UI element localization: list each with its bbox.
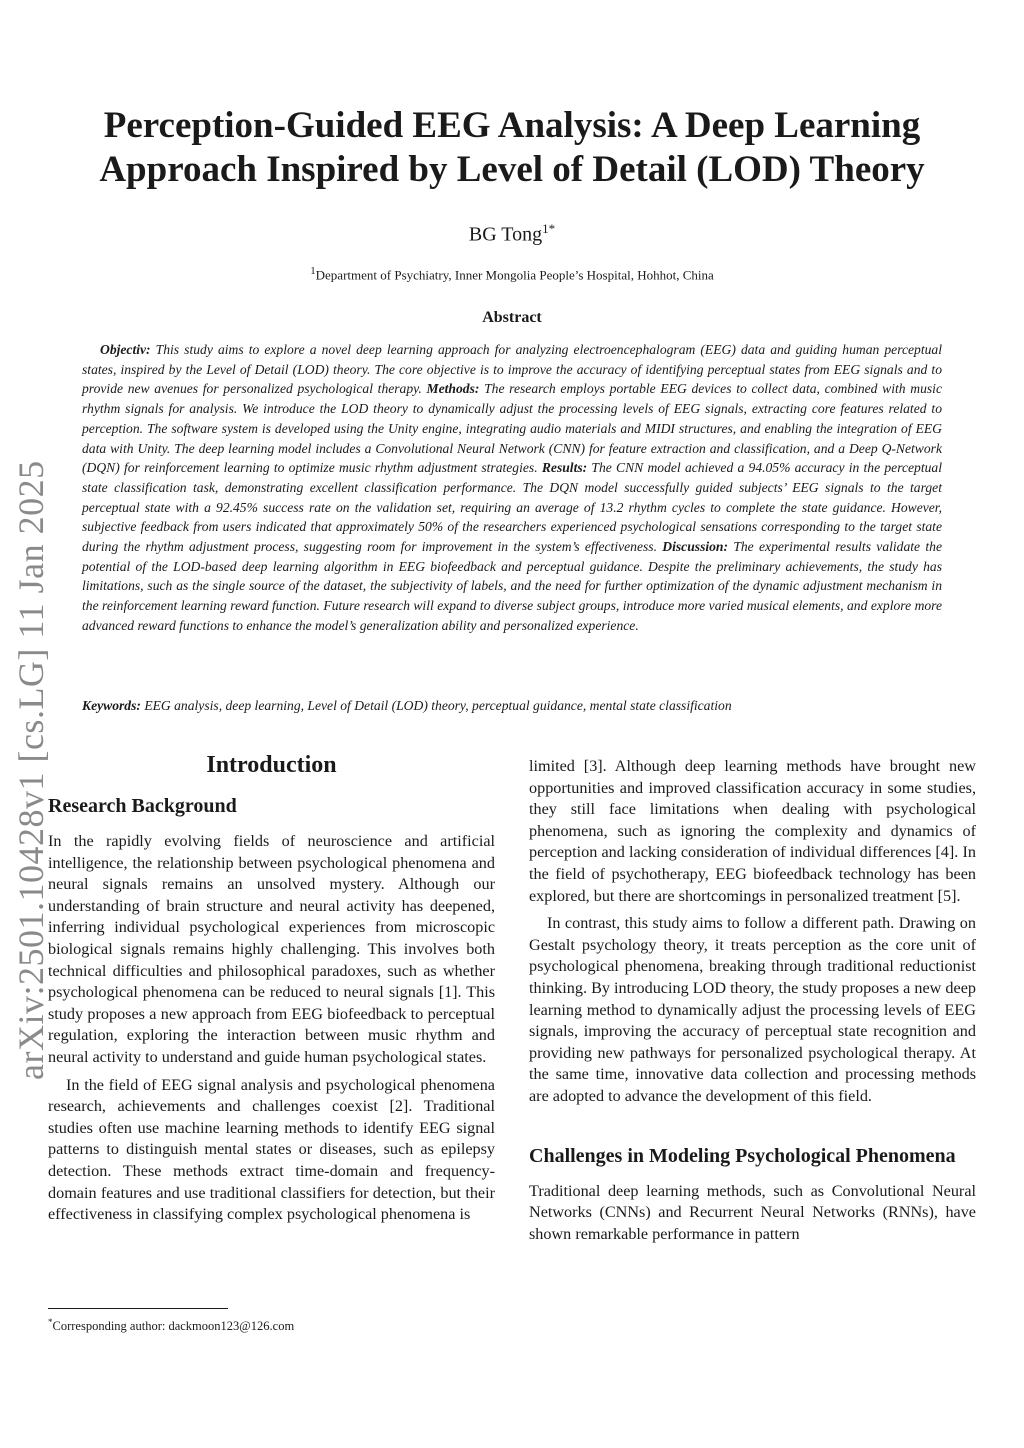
right-column (529, 756, 976, 1245)
intro-paragraph-1: In the rapidly evolving fields of neuroscience and artificial intelligence, the relationship between psychological phenomena and neural signals remains an unsolved mystery. Although our understanding of brain structure and neural activity has deepened, inferring individual psychological experiences from microscopic biological signals remains highly challenging. This involves both technical difficulties and philosophical paradoxes, such as whether psychological phenomena can be reduced to neural signals [1]. This study proposes a new approach from EEG biofeedback to perceptual regulation, exploring the interaction between music rhythm and neural activity to understand and guide human psychological states. (48, 832, 495, 1066)
introduction-heading: Introduction (206, 752, 337, 778)
intro-paragraph-3: In contrast, this study aims to follow a different path. Drawing on Gestalt psychology theory, it treats perception as the core unit of psychological phenomena, breaking through traditional reductionist thinking. By introducing LOD theory, the study proposes a new deep learning method to dynamically adjust the processing levels of EEG signals, improving the accuracy of perceptual state recognition and providing new pathways for personalized psychological therapy. At the same time, innovative data collection and processing methods are adopted to advance the development of this field. (529, 914, 976, 1105)
keywords-label: Keywords: (82, 698, 141, 713)
abstract-discussion-label: Discussion: (662, 539, 729, 555)
footnote (48, 1314, 495, 1334)
abstract-objective-label: Objectiv: (100, 342, 151, 357)
footnote-divider (48, 1308, 228, 1309)
affiliation (0, 262, 1024, 284)
footnote-text: Corresponding author: dackmoon123@126.com (52, 1319, 295, 1334)
keywords-text: EEG analysis, deep learning, Level of Detail (LOD) theory, perceptual guidance, mental state classification (144, 698, 732, 713)
arxiv-identifier-stamp: arXiv:2501.10428v1 [cs.LG] 11 Jan 2025 (11, 460, 51, 1080)
challenges-heading: Challenges in Modeling Psychological Phenomena (529, 1144, 956, 1167)
paper-title: Perception-Guided EEG Analysis: A Deep Learning Approach Inspired by Level of Detail (LOD) Theory (99, 105, 925, 190)
author-affiliation-mark: 1* (542, 221, 556, 236)
abstract-heading: Abstract (482, 309, 542, 326)
author-line (0, 216, 1024, 248)
abstract-results-text: The CNN model achieved a 94.05% accuracy in the perceptual state classification task, demonstrating excellent classification performance. The DQN model successfully guided subjects’ EEG signals to the target perceptual state with a 92.45% success rate on the validation set, requiring an average of 13.2 rhythm cycles to complete the state guidance. However, subjective feedback from users indicated that approximately 50% of the researchers experienced psychological sensations corresponding to the target state during the rhythm adjustment process, suggesting room for improvement in the system’s effectiveness. (82, 460, 942, 555)
intro-paragraph-2: In the field of EEG signal analysis and psychological phenomena research, achievements and challenges coexist [2]. Traditional studies often use machine learning methods to identify EEG signal patterns to distinguish mental states or diseases, such as epilepsy detection. These methods extract time-domain and frequency-domain features and use traditional classifiers for detection, but their effectiveness in classifying complex psychological phenomena is (48, 1075, 495, 1224)
intro-paragraph-2-continued: limited [3]. Although deep learning methods have brought new opportunities and improved classification accuracy in some studies, they still face limitations when dealing with psychological phenomena, such as ignoring the complexity and dynamics of perception and lacking consideration of individual differences [4]. In the field of psychotherapy, EEG biofeedback technology has been explored, but there are shortcomings in personalized treatment [5]. (529, 757, 976, 905)
affiliation-text: Department of Psychiatry, Inner Mongolia People’s Hospital, Hohhot, China (315, 267, 714, 283)
research-background-heading: Research Background (48, 795, 237, 817)
challenges-paragraph-1: Traditional deep learning methods, such as Convolutional Neural Networks (CNNs) and Recurrent Neural Networks (RNNs), have shown remarkable performance in pattern (529, 1181, 976, 1243)
author-name: BG Tong (468, 223, 543, 246)
abstract-methods-text: The research employs portable EEG devices to collect data, combined with music rhythm signals for analysis. We introduce the LOD theory to dynamically adjust the processing levels of EEG signals, extracting core features related to perception. The software system is developed using the Unity engine, integrating audio materials and MIDI structures, and enabling the integration of EEG data with Unity. The deep learning model includes a Convolutional Neural Network (CNN) for feature extraction and classification, and a Deep Q-Network (DQN) for reinforcement learning to optimize music rhythm adjustment strategies. (82, 381, 942, 476)
footnote-mark: * (48, 1317, 53, 1327)
left-column (48, 750, 495, 1226)
abstract-results-label: Results: (541, 460, 588, 476)
keywords (82, 696, 942, 715)
abstract-methods-label: Methods: (426, 381, 480, 397)
affiliation-mark: 1 (310, 265, 316, 277)
abstract-body (82, 340, 942, 636)
abstract-discussion-text: The experimental results validate the potential of the LOD-based deep learning algorithm in EEG biofeedback and perceptual guidance. Despite the preliminary achievements, the study has limitations, such as the single source of the dataset, the subjectivity of labels, and the need for further optimization of the dynamic adjustment mechanism in the reinforcement learning reward function. Future research will expand to diverse subject groups, introduce more varied musical elements, and explore more advanced reward functions to enhance the model’s generalization ability and personalized experience. (82, 539, 942, 633)
abstract-objective-text: This study aims to explore a novel deep learning approach for analyzing electroencephalogram (EEG) data and guiding human perceptual states, inspired by the Level of Detail (LOD) theory. The core objective is to improve the accuracy of identifying perceptual states from EEG signals and to provide new avenues for personalized psychological therapy. (82, 342, 943, 397)
